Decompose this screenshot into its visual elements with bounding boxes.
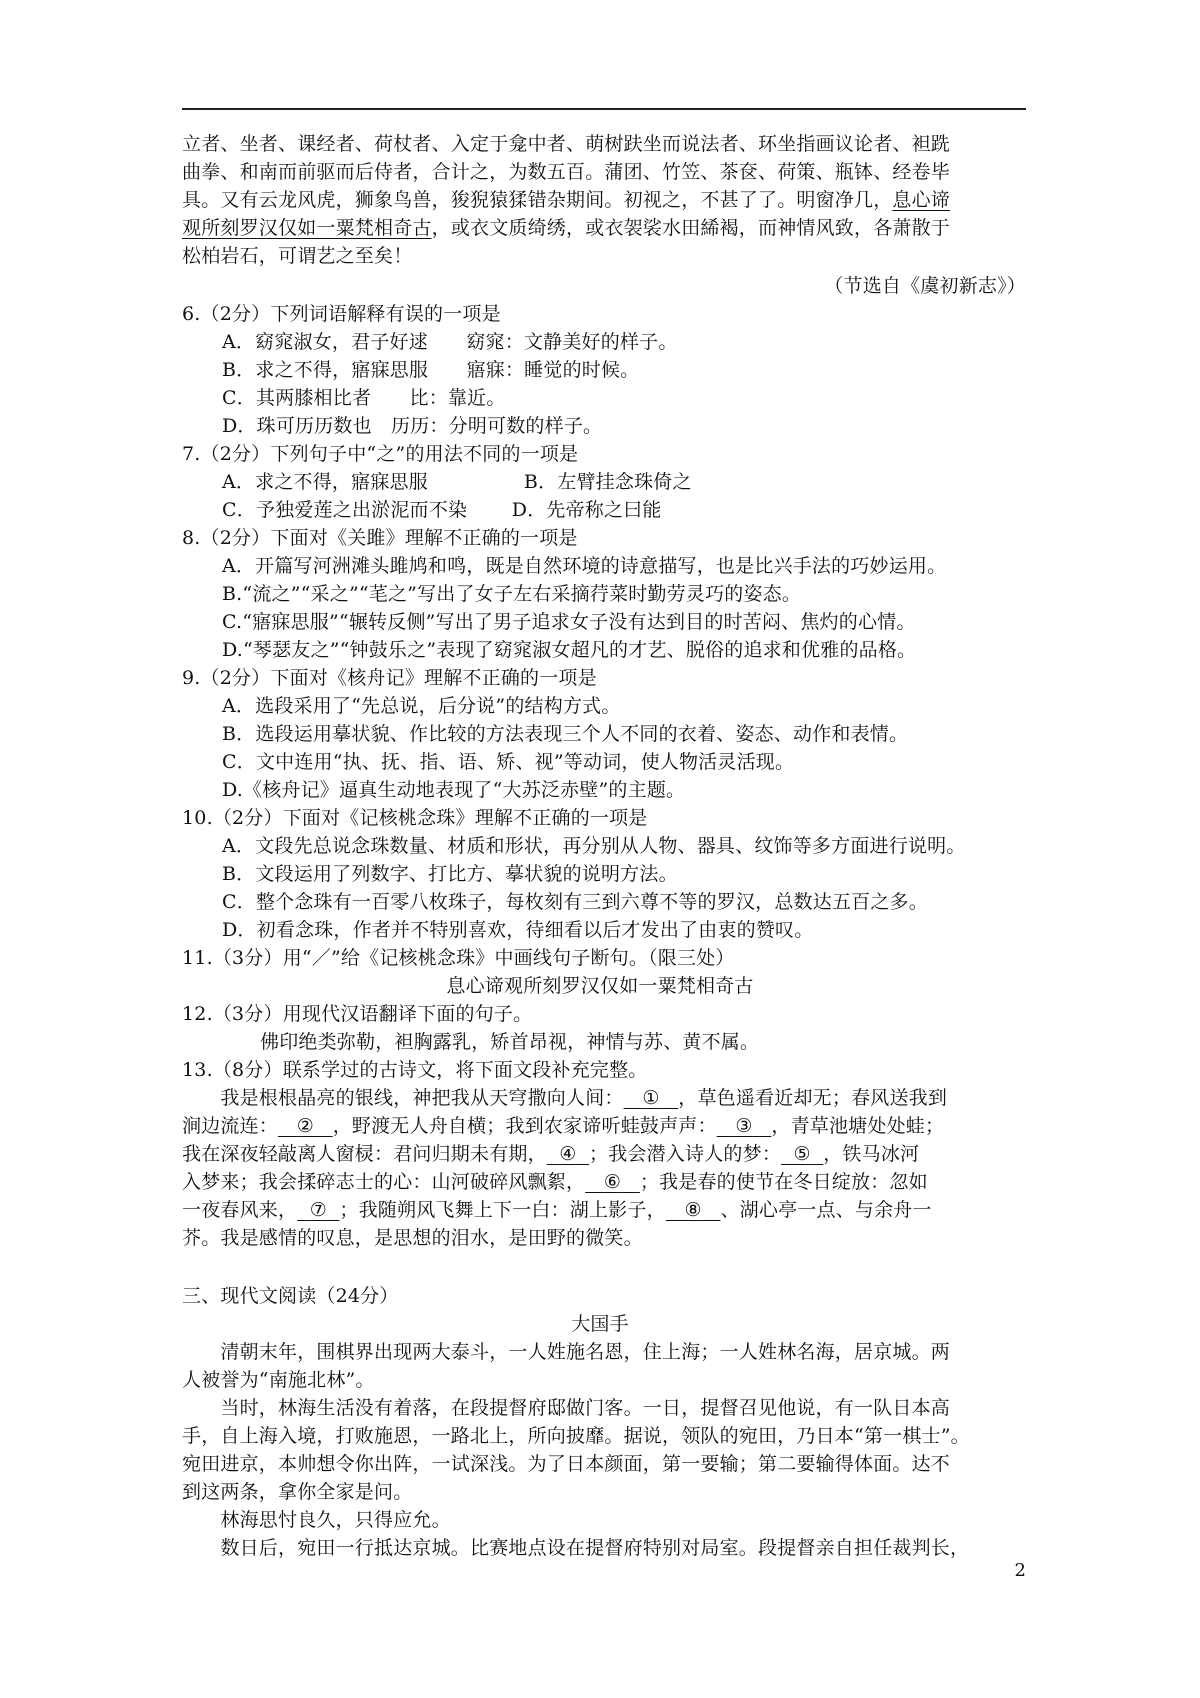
option: B．求之不得，寤寐思服 寤寐：睡觉的时候。: [222, 359, 640, 381]
question-stem: 10.（2分）下面对《记核桃念珠》理解不正确的一项是: [182, 807, 648, 829]
option: A．求之不得，寤寐思服 B．左臂挂念珠倚之: [222, 471, 692, 493]
option: C．其两膝相比者 比：靠近。: [222, 387, 506, 409]
article-line: 宛田进京，本帅想令你出阵，一试深浅。为了日本颜面，第一要输；第二要输得体面。达不: [182, 1453, 951, 1475]
section-heading: 三、现代文阅读（24分）: [182, 1285, 399, 1307]
source-citation: （节选自《虞初新志》）: [824, 275, 1026, 297]
article-line: 手，自上海入境，打败施恩，一路北上，所向披靡。据说，领队的宛田，乃日本“第一棋士”。: [182, 1425, 970, 1447]
quoted-sentence: 息心谛观所刻罗汉仅如一粟梵相奇古: [446, 975, 754, 997]
passage-line: 具。又有云龙风虎，狮象鸟兽，狻猊猿猱错杂期间。初视之，不甚了了。明窗净几，息心谛: [182, 189, 951, 211]
option: D.“琴瑟友之”“钟鼓乐之”表现了窈窕淑女超凡的才艺、脱俗的追求和优雅的品格。: [222, 639, 917, 661]
answer-blank[interactable]: ①: [642, 1087, 660, 1109]
fill-paragraph-line: 芥。我是感情的叹息，是思想的泪水，是田野的微笑。: [182, 1227, 643, 1249]
fill-paragraph-line: 涧边流连： ② ，野渡无人舟自横；我到农家谛听蛙鼓声声： ③ ，青草池塘处处蛙；: [182, 1112, 944, 1140]
article-line: 清朝末年，围棋界出现两大泰斗，一人姓施名恩，住上海；一人姓林名海，居京城。两: [182, 1341, 951, 1363]
passage-line: 立者、坐者、课经者、荷杖者、入定于龛中者、萌树趺坐而说法者、环坐指画议论者、袒跣: [182, 133, 951, 155]
article-title: 大国手: [571, 1313, 629, 1335]
option: C．文中连用“执、抚、指、语、矫、视”等动词，使人物活灵活现。: [222, 751, 795, 773]
question-stem: 11.（3分）用“／”给《记核桃念珠》中画线句子断句。（限三处）: [182, 947, 735, 969]
option: B.“流之”“采之”“芼之”写出了女子左右采摘荇菜时勤劳灵巧的姿态。: [222, 583, 802, 605]
passage-line: 观所刻罗汉仅如一粟梵相奇古，或衣文质绮绣，或衣袈裟水田絺褐，而神情风致，各萧散于: [182, 217, 951, 239]
answer-blank[interactable]: ⑥: [603, 1171, 622, 1193]
option: C．予独爱莲之出淤泥而不染 D．先帝称之曰能: [222, 499, 662, 521]
fill-paragraph-line: 入梦来；我会揉碎志士的心：山河破碎风飘絮， ⑥ ；我是春的使节在冬日绽放：忽如: [182, 1168, 928, 1196]
article-line: 到这两条，拿你全家是问。: [182, 1481, 413, 1503]
passage-line: 松柏岩石，可谓艺之至矣！: [182, 245, 413, 267]
answer-blank[interactable]: ⑤: [793, 1143, 811, 1165]
question-stem: 12.（3分）用现代汉语翻译下面的句子。: [182, 1003, 533, 1025]
quoted-sentence: 佛印绝类弥勒，袒胸露乳，矫首昂视，神情与苏、黄不属。: [260, 1031, 760, 1053]
passage-line: 曲拳、和南而前驱而后侍者，合计之，为数五百。蒲团、竹笠、茶奁、荷策、瓶钵、经卷毕: [182, 161, 951, 183]
option: C．整个念珠有一百零八枚珠子，每枚刻有三到六尊不等的罗汉，总数达五百之多。: [222, 891, 928, 913]
option: A．开篇写河洲滩头雎鸠和鸣，既是自然环境的诗意描写，也是比兴手法的巧妙运用。: [222, 555, 947, 577]
answer-blank[interactable]: ⑧: [684, 1199, 702, 1221]
answer-blank[interactable]: ③: [735, 1115, 753, 1137]
option: D．珠可历历数也 历历：分明可数的样子。: [222, 415, 603, 437]
option: C.“寤寐思服”“辗转反侧”写出了男子追求女子没有达到目的时苦闷、焦灼的心情。: [222, 611, 916, 633]
article-line: 当时，林海生活没有着落，在段提督府邸做门客。一日，提督召见他说，有一队日本高: [182, 1397, 951, 1419]
article-line: 数日后，宛田一行抵达京城。比赛地点设在提督府特别对局室。段提督亲自担任裁判长，: [182, 1537, 970, 1559]
fill-paragraph-line: 我在深夜轻敲离人窗棂：君问归期未有期， ④ ；我会潜入诗人的梦： ⑤ ，铁马冰河: [182, 1140, 919, 1168]
question-stem: 8.（2分）下面对《关雎》理解不正确的一项是: [182, 527, 578, 549]
option: D.《核舟记》逼真生动地表现了“大苏泛赤壁”的主题。: [222, 779, 686, 801]
article-line: 林海思忖良久，只得应允。: [182, 1509, 451, 1531]
option: B．文段运用了列数字、打比方、摹状貌的说明方法。: [222, 863, 678, 885]
option: A．窈窕淑女，君子好逑 窈窕：文静美好的样子。: [222, 331, 678, 353]
fill-paragraph-line: 我是根根晶亮的银线，神把我从天穹撒向人间： ① ，草色遥看近却无；春风送我到: [182, 1084, 947, 1112]
answer-blank[interactable]: ②: [296, 1115, 314, 1137]
option: A．文段先总说念珠数量、材质和形状，再分别从人物、器具、纹饰等多方面进行说明。: [222, 835, 966, 857]
page-number: 2: [1014, 1560, 1026, 1581]
underlined-sentence-part: 观所刻罗汉仅如一粟梵相奇古: [182, 217, 432, 239]
header-rule: [182, 108, 1026, 110]
fill-paragraph-line: 一夜春风来， ⑦ ；我随朔风飞舞上下一白：湖上影子， ⑧ 、湖心亭一点、与余舟一: [182, 1196, 932, 1224]
question-stem: 13.（8分）联系学过的古诗文，将下面文段补充完整。: [182, 1059, 648, 1081]
option: B．选段运用摹状貌、作比较的方法表现三个人不同的衣着、姿态、动作和表情。: [222, 723, 909, 745]
answer-blank[interactable]: ⑦: [309, 1199, 327, 1221]
option: A．选段采用了“先总说，后分说”的结构方式。: [222, 695, 621, 717]
question-stem: 7.（2分）下列句子中“之”的用法不同的一项是: [182, 443, 579, 465]
option: D．初看念珠，作者并不特别喜欢，待细看以后才发出了由衷的赞叹。: [222, 919, 814, 941]
question-stem: 9.（2分）下面对《核舟记》理解不正确的一项是: [182, 667, 597, 689]
answer-blank[interactable]: ④: [559, 1143, 577, 1165]
article-line: 人被誉为“南施北林”。: [182, 1369, 375, 1391]
underlined-sentence-part: 息心谛: [892, 189, 951, 211]
question-stem: 6.（2分）下列词语解释有误的一项是: [182, 303, 501, 325]
